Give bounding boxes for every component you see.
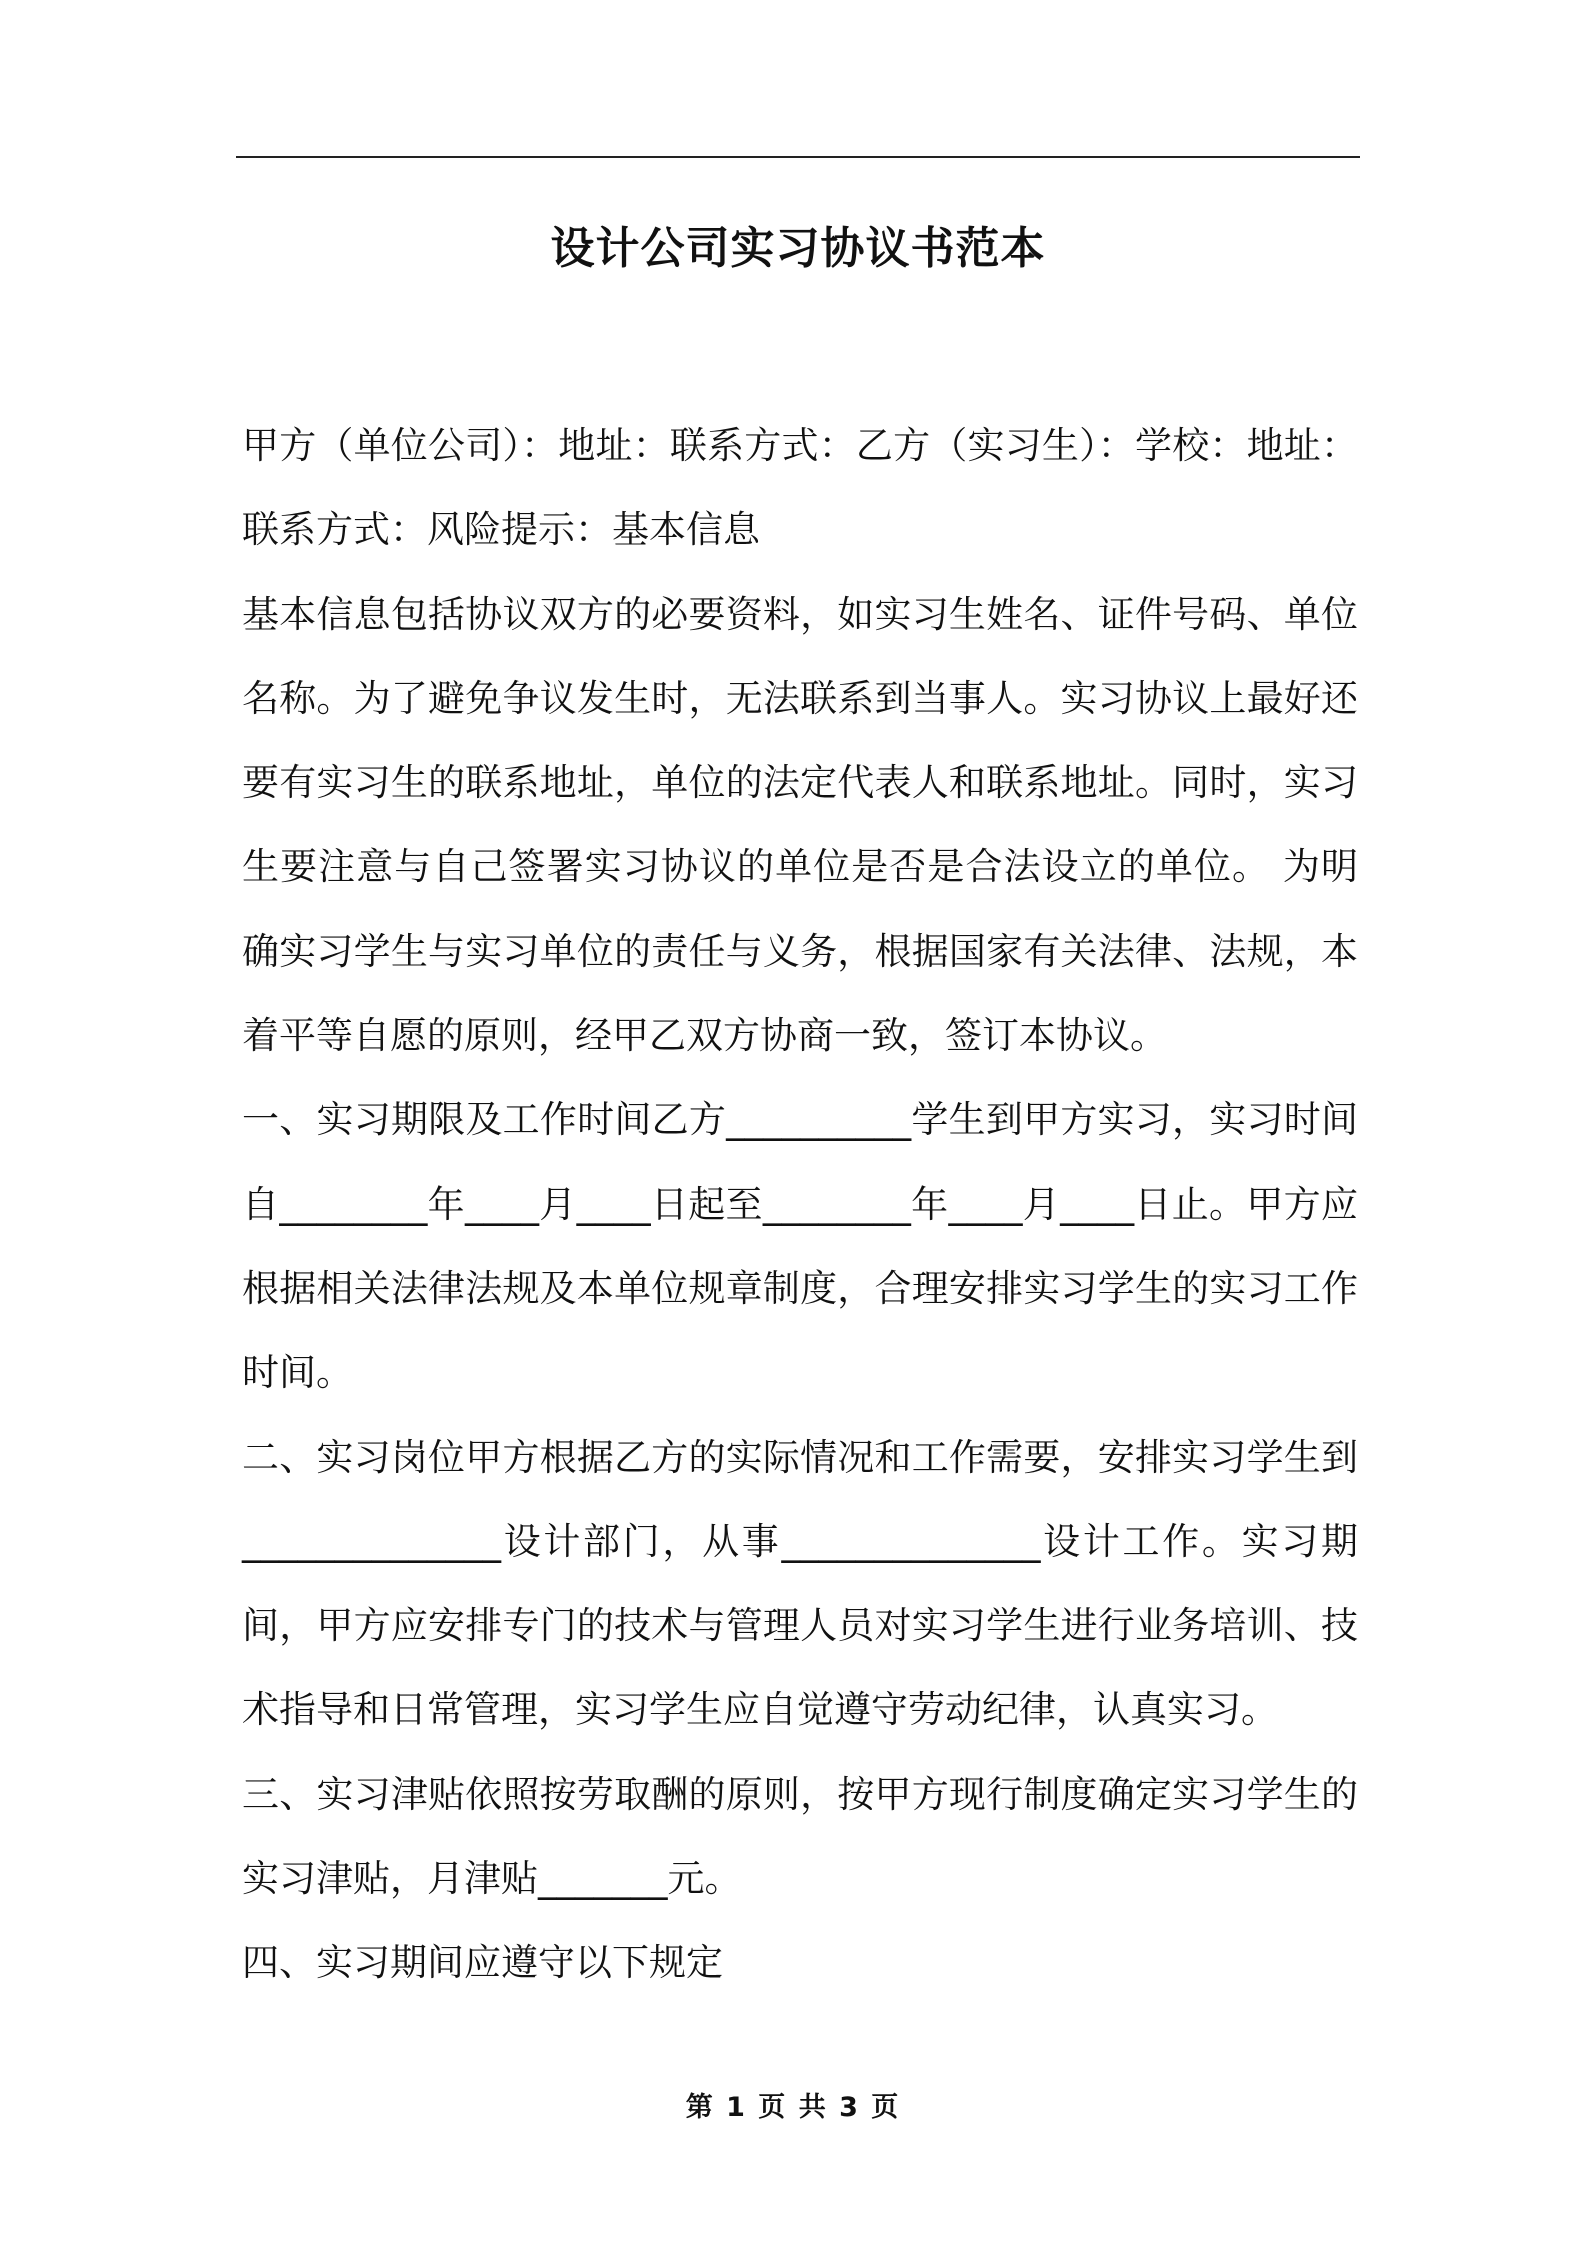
paragraph-section-3: 三、实习津贴依照按劳取酬的原则，按甲方现行制度确定实习学生的实习津贴，月津贴_______元。 [242, 1772, 1358, 1901]
paragraph-section-4: 四、实习期间应遵守以下规定 [242, 1941, 723, 1985]
paragraph-basic-info: 基本信息包括协议双方的必要资料，如实习生姓名、证件号码、单位名称。为了避免争议发生时，无法联系到当事人。实习协议上最好还要有实习生的联系地址，单位的法定代表人和联系地址。同时，实习生要注意与自己签署实习协议的单位是否是合法设立的单位。 为明确实习学生与实习单位的责任与义务，根据国家有关法律、法规，本着平等自愿的原则，经甲乙双方协商一致，签订本协议。 [242, 592, 1358, 1058]
paragraph-section-2: 二、实习岗位甲方根据乙方的实际情况和工作需要，安排实习学生到______________设计部门，从事______________设计工作。实习期间，甲方应安排专门的技术与管理人员对实习学生进行业务培训、技术指导和日常管理，实习学生应自觉遵守劳动纪律，认真实习。 [242, 1435, 1358, 1732]
paragraph-parties: 甲方（单位公司）：地址：联系方式：乙方（实习生）：学校：地址：联系方式：风险提示：基本信息 [242, 424, 1358, 552]
page-number-footer: 第 1 页 共 3 页 [685, 2092, 901, 2123]
document-title: 设计公司实习协议书范本 [550, 223, 1046, 274]
document-body [242, 404, 1358, 2006]
paragraph-section-1: 一、实习期限及工作时间乙方__________学生到甲方实习，实习时间自________年____月____日起至________年____月____日止。甲方应根据相关法律法规及本单位规章制度，合理安排实习学生的实习工作时间。 [242, 1098, 1358, 1395]
header-rule [236, 156, 1360, 158]
